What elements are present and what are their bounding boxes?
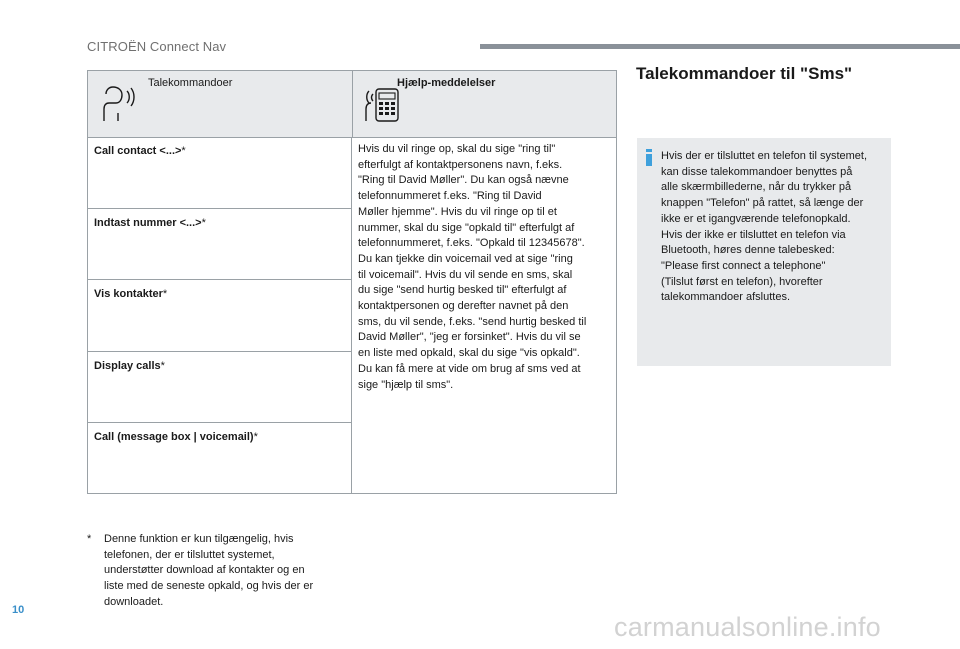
help-line: sige "hjælp til sms". [358,378,454,391]
command-text: Call (message box | voicemail) [94,431,254,443]
info-line: Bluetooth, høres denne talebesked: [661,244,835,257]
footnote-asterisk: * [87,533,92,545]
command-star: * [160,360,165,372]
help-line: efterfulgt af kontaktpersonens navn, f.eks. [358,158,563,171]
info-line: (Tilslut først en telefon), hvorefter [661,275,823,288]
help-line: Du kan få mere at vide om brug af sms ved at [358,362,581,375]
info-icon [646,149,652,166]
command-text: Indtast nummer <...> [94,217,202,229]
command-star: * [253,431,258,443]
command-row [88,423,352,493]
footnote-line: understøtter download af kontakter og en [104,564,305,577]
info-line: Hvis der er tilsluttet en telefon til systemet, [661,150,868,162]
voice-phone-icon [364,83,400,123]
help-line: kontaktpersonen og derefter navnet på den [358,300,569,313]
help-line: nummer, skal du sige "opkald til" efterfulgt af [358,221,575,234]
table-header-commands [88,71,353,137]
info-line: talekommandoer afsluttes. [661,291,791,304]
info-line: kan disse talekommandoer benyttes på [661,165,853,178]
command-star: * [201,217,206,229]
voice-command-table [87,70,617,494]
help-message-cell [352,137,616,493]
footnote-line: Denne funktion er kun tilgængelig, hvis [104,533,294,545]
help-line: sms, du vil sende, f.eks. "send hurtig besked til [358,315,587,328]
info-text [661,149,887,306]
help-column-header: Hjælp-meddelelser [397,77,496,89]
watermark: carmanualsonline.info [614,612,881,642]
footnote-line: downloadet. [104,595,164,608]
table-header-help [352,71,616,137]
command-text: Vis kontakter [94,288,163,300]
voice-command-icon [100,83,136,123]
help-line: telefonnummeret f.eks. "Ring til David [358,190,542,203]
help-line: en liste med opkald, skal du sige "vis opkald". [358,347,580,360]
footnote-line: liste med de seneste opkald, og hvis der er [104,580,314,593]
info-line: Hvis der ikke er tilsluttet en telefon via [661,228,846,241]
help-line: Du kan tjekke din voicemail ved at sige "ring [358,252,573,265]
info-line: alle skærmbillederne, når du trykker på [661,181,852,194]
command-star: * [181,145,186,157]
help-line: telefonnummeret, f.eks. "Opkald til 12345678". [358,237,585,250]
header-title: CITROËN Connect Nav [87,39,227,54]
page-number: 10 [12,604,25,616]
command-text: Display calls [94,360,161,372]
help-line: Møller hjemme". Hvis du vil ringe op til et [358,205,557,218]
help-line: "Ring til David Møller". Du kan også nævne [358,174,569,187]
commands-column-header: Talekommandoer [148,77,233,89]
help-line: David Møller", "jeg er forsinket". Hvis du vil se [358,331,581,344]
command-text: Call contact <...> [94,145,182,157]
help-line: til voicemail". Hvis du vil sende en sms, skal [358,268,573,281]
command-row [88,137,352,209]
section-title: Talekommandoer til "Sms" [636,64,853,83]
info-box [637,138,891,366]
header-bar [480,44,960,49]
command-row [88,209,352,280]
info-line: "Please first connect a telephone" [661,259,826,272]
footnote-line: telefonen, der er tilsluttet systemet, [104,548,275,561]
command-row [88,352,352,423]
help-line: du sige "send hurtig besked til" efterfulgt af [358,284,567,297]
command-row [88,280,352,352]
command-star: * [162,288,168,300]
table-header [88,71,616,138]
info-line: knappen "Telefon" på rattet, så længe der [661,197,864,210]
help-line: Hvis du vil ringe op, skal du sige "ring til" [358,143,556,155]
info-line: ikke er et igangværende telefonopkald. [661,212,851,225]
footnote [87,532,347,611]
